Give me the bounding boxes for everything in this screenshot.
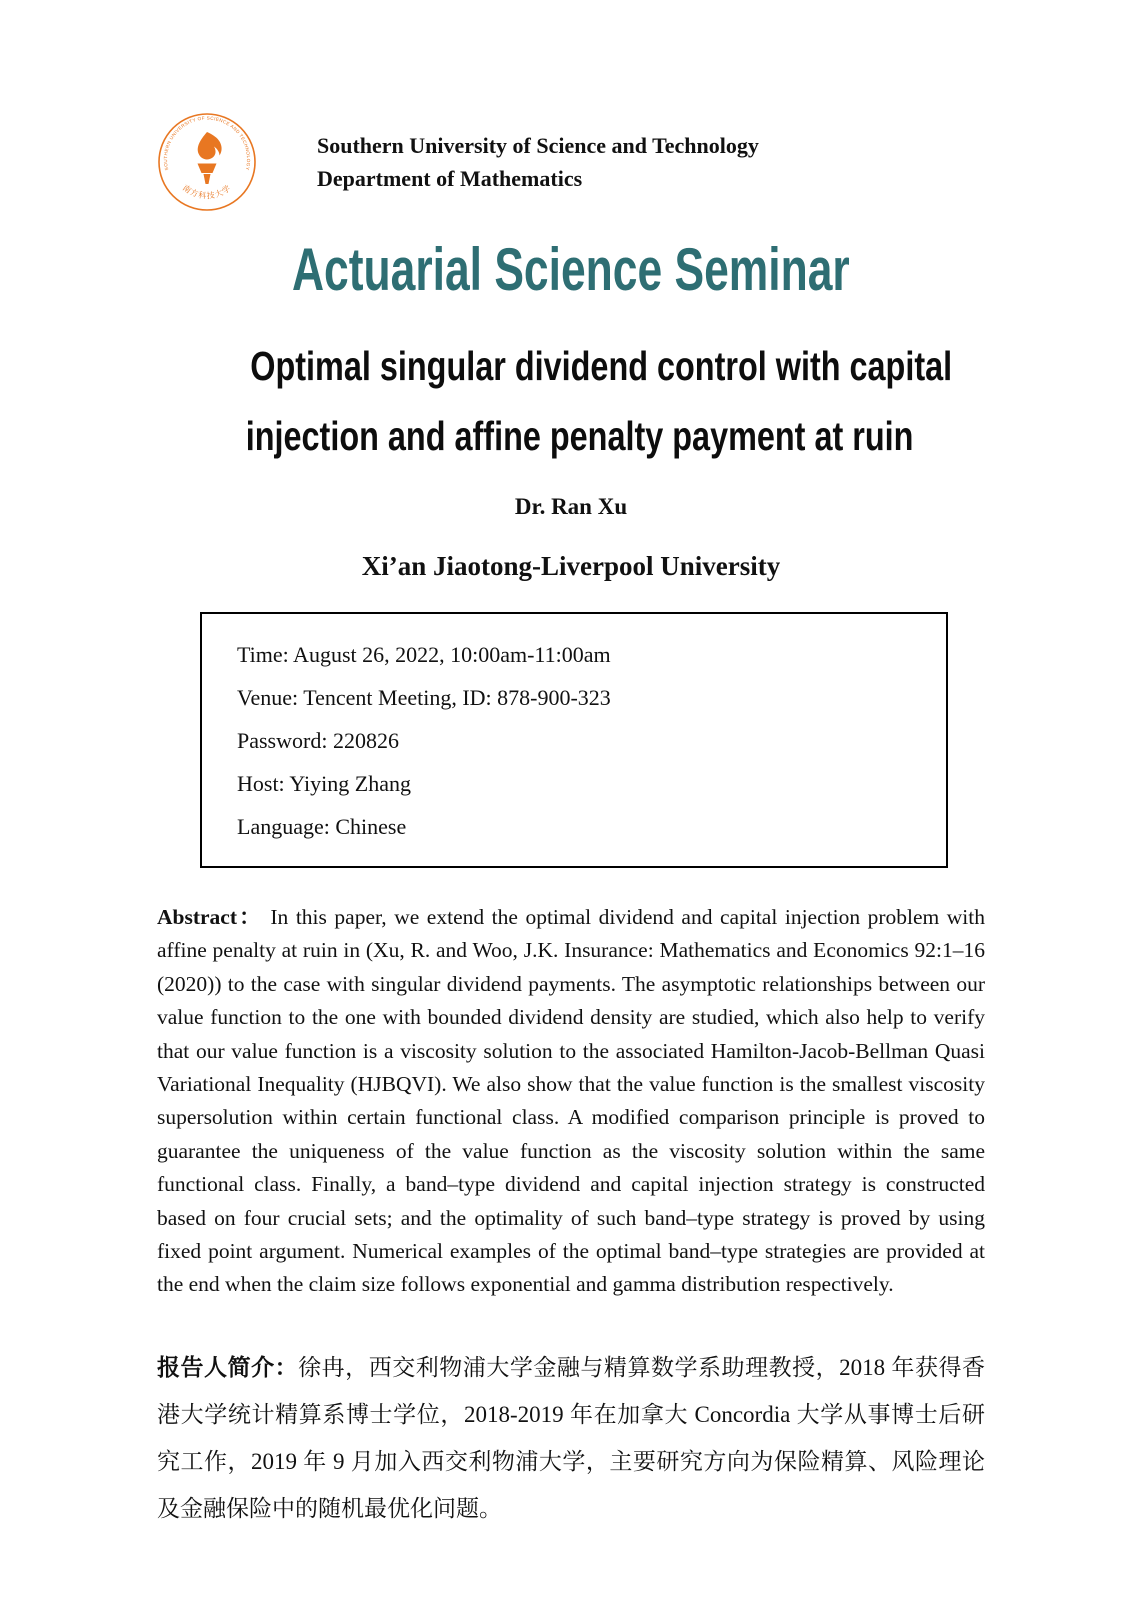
talk-title-line1: Optimal singular dividend control with capital (250, 343, 953, 389)
talk-title (157, 336, 985, 476)
department-name: Department of Mathematics (317, 166, 583, 191)
university-name: Southern University of Science and Technology (317, 133, 759, 158)
header-text (317, 129, 759, 195)
university-logo-icon (157, 112, 257, 212)
abstract-paragraph (157, 901, 985, 1302)
abstract-text: In this paper, we extend the optimal dividend and capital injection problem with affine penalty at ruin in (Xu, R. and Woo, J.K. Insurance: Mathematics and Economics 92:1–16 (2020)) to the case with singular dividend payments. The asymptotic relationships between our value function to the one with bounded dividend density are studied, which also help to verify that our value function is a viscosity solution to the associated Hamilton-Jacob-Bellman Quasi Variational Inequality (HJBQVI). We also show that the value function is the smallest viscosity supersolution within certain functional class. A modified comparison principle is proved to guarantee the uniqueness of the value function as the viscosity solution within the same functional class. Finally, a band–type dividend and capital injection strategy is constructed based on four crucial sets; and the optimality of such band–type strategy is proved by using fixed point argument. Numerical examples of the optimal band–type strategies are provided at the end when the claim size follows exponential and gamma distribution respectively. (157, 905, 986, 1297)
header (157, 112, 985, 212)
bio-text: 徐冉，西交利物浦大学金融与精算数学系助理教授，2018 年获得香港大学统计精算系博士学位，2018-2019 年在加拿大 Concordia 大学从事博士后研究工作，2019 年 9 月加入西交利物浦大学，主要研究方向为保险精算、风险理论及金融保险中的随机最优化问题。 (157, 1354, 986, 1521)
detail-venue: Venue: Tencent Meeting, ID: 878-900-323 (237, 685, 611, 710)
svg-text:南方科技大学: 南方科技大学 (181, 183, 233, 201)
event-details-box (200, 612, 948, 868)
abstract-label: Abstract： (157, 905, 263, 929)
speaker-bio-paragraph (157, 1344, 985, 1532)
svg-text:SOUTHERN UNIVERSITY OF SCIENCE: SOUTHERN UNIVERSITY OF SCIENCE AND TECHNOLOGY (162, 115, 252, 171)
bio-label: 报告人简介： (157, 1354, 299, 1380)
speaker-affiliation: Xi’an Jiaotong-Liverpool University (361, 551, 781, 581)
detail-host: Host: Yiying Zhang (237, 771, 411, 796)
detail-language: Language: Chinese (237, 814, 407, 839)
speaker-name: Dr. Ran Xu (514, 494, 628, 519)
talk-title-line2: injection and affine penalty payment at ruin (245, 413, 914, 459)
detail-time: Time: August 26, 2022, 10:00am-11:00am (237, 642, 611, 667)
seminar-series-title: Actuarial Science Seminar (292, 236, 850, 303)
detail-password: Password: 220826 (237, 728, 399, 753)
